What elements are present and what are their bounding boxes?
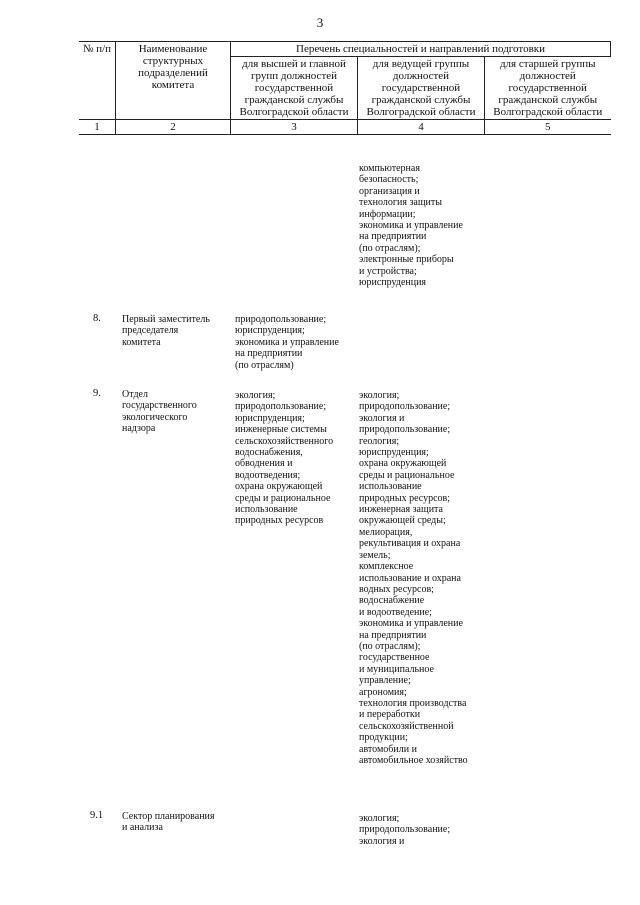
row-9-1-name: Сектор планирования и анализа — [122, 811, 215, 834]
header-num-2: 2 — [116, 120, 231, 135]
header-num-5: 5 — [485, 120, 611, 135]
header-group: Перечень специальностей и направлений подготовки — [231, 42, 611, 57]
row-9-1-number: 9.1 — [90, 810, 104, 821]
row-8-number: 8. — [93, 313, 101, 324]
page-number: 3 — [316, 15, 324, 30]
row-9-col3: экология; природопользование; юриспруденция; инженерные системы сельскохозяйственного водоснабжения, обводнения и водоотведения; охрана окружающей среды и рациональное использование природных ресурсов — [235, 390, 334, 527]
row-9-col4: экология; природопользование; экология и природопользование; геология; юриспруденция; охрана окружающей среды и рациональное использование природных ресурсов; инженерная защита окружающей среды; мелиорация, рекультивация и охрана земель; комплексное использование и охрана водных ресурсов; водоснабжение и водоотведение; экономика и управление на предприятии (по отраслям); государственное и муниципальное управление; агрономия; технология производства и переработки сельскохозяйственной продукции; автомобили и автомобильное хозяйство — [359, 390, 468, 766]
row-9-1-col4: экология; природопользование; экология и — [359, 813, 451, 847]
header-col-leading: для ведущей группы должностей государственной гражданской службы Волгоградской области — [358, 57, 485, 120]
row-9-number: 9. — [93, 388, 101, 399]
header-col-senior: для высшей и главной групп должностей государственной гражданской службы Волгоградской области — [231, 57, 358, 120]
row-8-col3: природопользование; юриспруденция; экономика и управление на предприятии (по отраслям) — [235, 314, 339, 371]
header-table — [79, 41, 611, 135]
header-num-4: 4 — [358, 120, 485, 135]
row-8-name: Первый заместитель председателя комитета — [122, 314, 210, 348]
row-9-name: Отдел государственного экологического надзора — [122, 389, 197, 435]
header-col-older: для старшей группы должностей государственной гражданской службы Волгоградской области — [485, 57, 611, 120]
continued-col4: компьютерная безопасность; организация и технология защиты информации; экономика и управление на предприятии (по отраслям); электронные приборы и устройства; юриспруденция — [359, 163, 463, 289]
header-col-number: № п/п — [79, 42, 116, 120]
header-col-name: Наименование структурных подразделений комитета — [116, 42, 231, 120]
header-num-3: 3 — [231, 120, 358, 135]
header-num-1: 1 — [79, 120, 116, 135]
